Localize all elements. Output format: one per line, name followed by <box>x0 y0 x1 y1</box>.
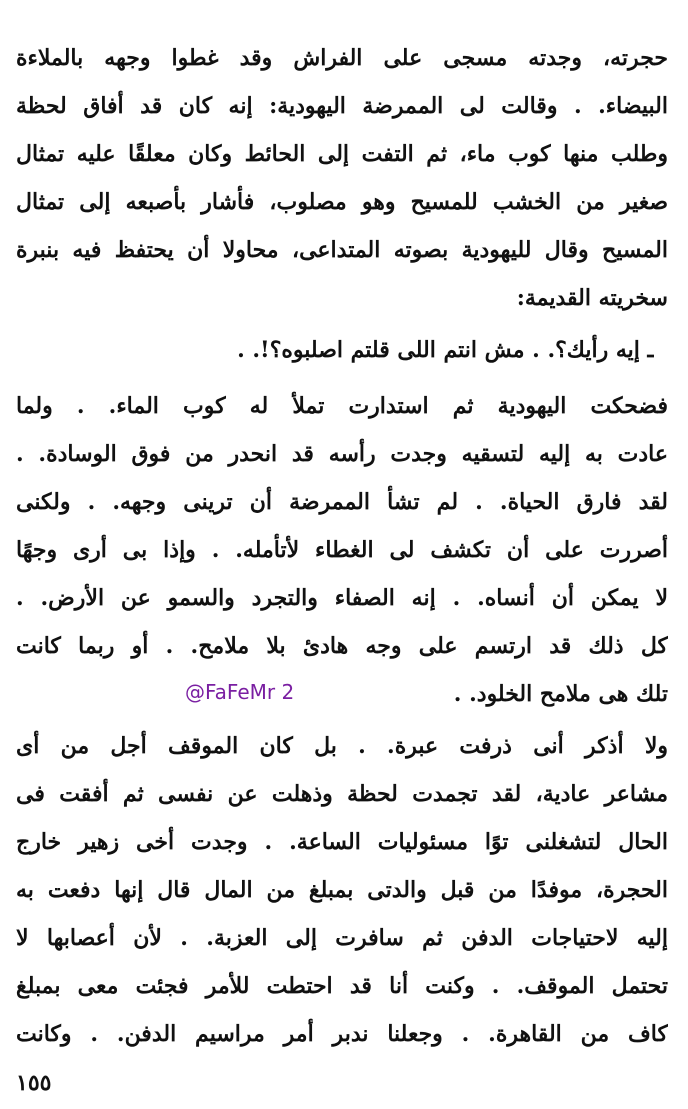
text-line: سخريته القديمة: <box>516 285 668 311</box>
text-line: أصررت على أن تكشف لى الغطاء لأتأمله. . وإذا بى أرى وجهًا <box>16 537 668 563</box>
text-line: وطلب منها كوب ماء، ثم التفت إلى الحائط وكان معلقًا عليه تمثال <box>16 141 668 167</box>
text-line: حجرته، وجدته مسجى على الفراش وقد غطوا وجهه بالملاءة <box>16 45 668 71</box>
text-line: لقد فارق الحياة. . لم تشأ الممرضة أن ترينى وجهه. . ولكنى <box>16 489 668 515</box>
text-line: لا يمكن أن أنساه. . إنه الصفاء والتجرد والسمو عن الأرض. . <box>16 585 668 611</box>
text-line: الحال لتشغلنى توًا مسئوليات الساعة. . وجدت أخى زهير خارج <box>16 829 668 855</box>
text-line: عادت به إليه لتسقيه وجدت رأسه قد انحدر من فوق الوسادة. . <box>16 441 668 467</box>
text-line: فضحكت اليهودية ثم استدارت تملأ له كوب الماء. . ولما <box>16 393 668 419</box>
text-line: المسيح وقال لليهودية بصوته المتداعى، محاولا أن يحتفظ فيه بنبرة <box>16 237 668 263</box>
page-number: ١٥٥ <box>16 1070 52 1096</box>
text-line: مشاعر عادية، لقد تجمدت لحظة وذهلت عن نفسى ثم أفقت فى <box>16 781 668 807</box>
text-line: الحجرة، موفدًا من قبل والدتى بمبلغ من المال قال إنها دفعت به <box>16 877 668 903</box>
text-line: تلك هى ملامح الخلود. . <box>453 681 668 707</box>
text-line: ولا أذكر أنى ذرفت عبرة. . بل كان الموقف أجل من أى <box>16 733 668 759</box>
text-line: تحتمل الموقف. . وكنت أنا قد احتطت للأمر فجئت معى بمبلغ <box>16 973 668 999</box>
text-line: صغير من الخشب للمسيح وهو مصلوب، فأشار بأصبعه إلى تمثال <box>16 189 668 215</box>
text-line: إليه لاحتياجات الدفن ثم سافرت إلى العزبة. . لأن أعصابها لا <box>16 925 668 951</box>
text-line: كاف من القاهرة. . وجعلنا ندبر أمر مراسيم الدفن. . وكانت <box>16 1021 668 1047</box>
dialogue-line: ـ إيه رأيك؟. . مش انتم اللى قلتم اصلبوه؟!. . <box>237 337 654 363</box>
text-line: البيضاء. . وقالت لى الممرضة اليهودية: إنه كان قد أفاق لحظة <box>16 93 668 119</box>
text-line: كل ذلك قد ارتسم على وجه هادئ بلا ملامح. . أو ربما كانت <box>16 633 668 659</box>
watermark: @FaFeMr 2 <box>185 680 295 704</box>
